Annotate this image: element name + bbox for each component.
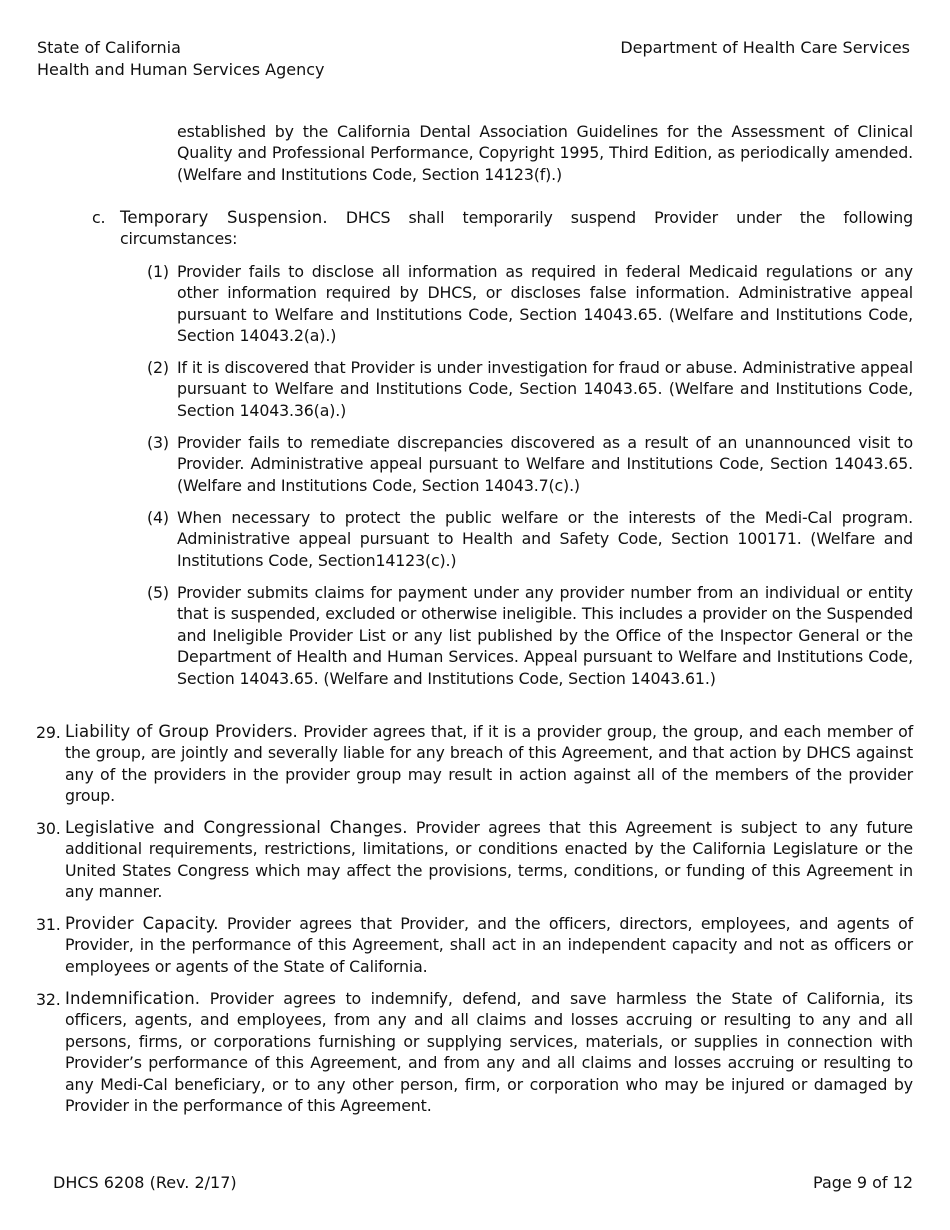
section-29-liability <box>36 721 913 807</box>
section-text: Provider agrees that Provider, and the officers, directors, employees, and agents of Provider, in the performance of this Agreement, shall act in an independent capacity and not as officers or employees or agents of the State of California. <box>65 914 913 976</box>
section-31-capacity <box>36 913 913 977</box>
subitem-marker: (1) <box>147 262 169 281</box>
subitem-2 <box>147 357 913 421</box>
subitem-text: Provider fails to remediate discrepancies discovered as a result of an unannounced visit to Provider. Administrative appeal pursuant to Welfare and Institutions Code, Section 14043.65. (Welfare and Institutions Code, Section 14043.7(c).) <box>177 433 913 495</box>
subitem-4 <box>147 507 913 571</box>
subitem-text: Provider fails to disclose all information as required in federal Medicaid regulations or any other information required by DHCS, or discloses false information. Administrative appeal pursuant to Welfare and Institutions Code, Section 14043.65. (Welfare and Institutions Code, Section 14043.2(a).) <box>177 262 913 346</box>
section-text: Provider agrees to indemnify, defend, and save harmless the State of California, its officers, agents, and employees, from any and all claims and losses accruing or resulting to any and all persons, firms, or corporations furnishing or supplying services, materials, or supplies in connection with Provider’s performance of this Agreement, and from any and all claims and losses accruing or resulting to any Medi-Cal beneficiary, or to any other person, firm, or corporation who may be injured or damaged by Provider in the performance of this Agreement. <box>65 989 913 1116</box>
section-text: Provider agrees that this Agreement is subject to any future additional requirements, restrictions, limitations, or conditions enacted by the California Legislature or the United States Congress which may affect the provisions, terms, conditions, or funding of this Agreement in any manner. <box>65 818 913 902</box>
section-heading: Liability of Group Providers. <box>65 722 298 741</box>
subitem-marker: (3) <box>147 433 169 452</box>
section-heading: Provider Capacity. <box>65 914 219 933</box>
subitem-marker: (5) <box>147 583 169 602</box>
subitem-5 <box>147 582 913 689</box>
footer-page-number: Page 9 of 12 <box>813 1173 913 1192</box>
section-30-legislative <box>36 817 913 903</box>
section-heading: Indemnification. <box>65 989 201 1008</box>
header-department: Department of Health Care Services <box>620 38 910 57</box>
subitem-marker: (4) <box>147 508 169 527</box>
section-32-indemnification <box>36 988 913 1116</box>
header-state: State of California <box>37 38 181 57</box>
subitem-text: Provider submits claims for payment under any provider number from an individual or entity that is suspended, excluded or otherwise ineligible. This includes a provider on the Suspended and Ineligible Provider List or any list published by the Office of the Inspector General or the Department of Health and Human Services. Appeal pursuant to Welfare and Institutions Code, Section 14043.65. (Welfare and Institutions Code, Section 14043.61.) <box>177 583 913 688</box>
section-text: Provider agrees that, if it is a provider group, the group, and each member of the group, are jointly and severally liable for any breach of this Agreement, and that action by DHCS against any of the providers in the provider group may result in action against all of the members of the provider group. <box>65 722 913 806</box>
footer-form-number: DHCS 6208 (Rev. 2/17) <box>53 1173 237 1192</box>
item-marker: c. <box>92 208 106 227</box>
item-temporary-suspension <box>92 207 913 250</box>
section-heading: Legislative and Congressional Changes. <box>65 818 408 837</box>
header-agency: Health and Human Services Agency <box>37 59 325 79</box>
section-number: 29. <box>36 723 61 742</box>
continuation-paragraph: established by the California Dental Association Guidelines for the Assessment of Clinical Quality and Professional Performance, Copyright 1995, Third Edition, as periodically amended. (Welfare and Institutions Code, Section 14123(f).) <box>177 122 913 184</box>
subitem-text: When necessary to protect the public welfare or the interests of the Medi-Cal program. Administrative appeal pursuant to Health and Safety Code, Section 100171. (Welfare and Institutions Code, Section14123(c).) <box>177 508 913 570</box>
item-heading: Temporary Suspension. <box>120 208 328 227</box>
subitem-1 <box>147 261 913 347</box>
page-header-left <box>37 37 325 80</box>
section-number: 30. <box>36 819 61 838</box>
subitem-3 <box>147 432 913 496</box>
subitem-text: If it is discovered that Provider is under investigation for fraud or abuse. Administrative appeal pursuant to Welfare and Institutions Code, Section 14043.65. (Welfare and Institutions Code, Section 14043.36(a).) <box>177 358 913 420</box>
item-text: DHCS shall temporarily suspend Provider under the following circumstances: <box>120 208 913 249</box>
section-number: 31. <box>36 915 61 934</box>
section-number: 32. <box>36 990 61 1009</box>
subitem-marker: (2) <box>147 358 169 377</box>
